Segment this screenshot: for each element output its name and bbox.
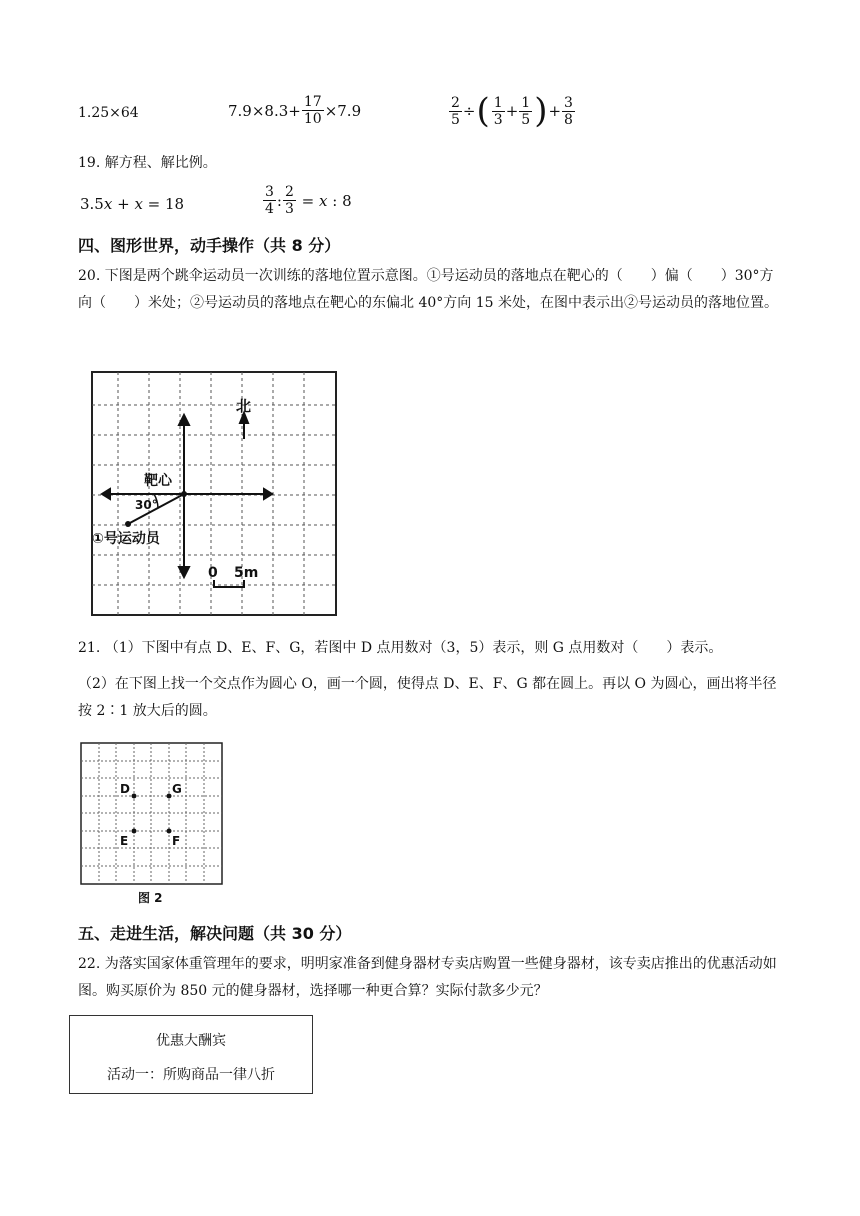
landing-position-diagram	[88, 367, 340, 620]
equals-sign: =	[296, 191, 320, 210]
fraction-denominator: 5	[521, 111, 531, 128]
question-19-title: 19. 解方程、解比例。	[78, 155, 217, 171]
eq1-var-2: x	[134, 195, 143, 213]
proportion-var: x	[319, 191, 328, 210]
fraction-numerator: 1	[493, 94, 503, 111]
calc-expr-2-fraction	[302, 94, 324, 127]
eq1-rhs: = 18	[142, 195, 185, 213]
question-21-line-2: （2）在下图上找一个交点作为圆心 O，画一个圆，使得点 D、E、F、G 都在圆上。再以 O 为圆心，画出将半径按 2∶1 放大后的圆。	[78, 676, 777, 719]
angle-label: 30°	[135, 498, 158, 512]
fraction-numerator: 3	[564, 94, 573, 111]
fraction-denominator: 3	[493, 111, 503, 128]
point-f-dot	[167, 829, 172, 834]
proportion-fraction-1	[263, 184, 276, 217]
promotion-activity-1: 活动一：所购商品一律八折	[107, 1067, 275, 1083]
promotion-box	[69, 1015, 313, 1094]
point-g-label: G	[172, 782, 182, 796]
fraction-denominator: 4	[265, 201, 274, 217]
calc-expr-2	[228, 94, 361, 127]
target-center-label: 靶心	[144, 473, 172, 489]
question-20-text: 20. 下图是两个跳伞运动员一次训练的落地位置示意图。①号运动员的落地点在靶心的（ ）偏（ ）30°方向（ ）米处；②号运动员的落地点在靶心的东偏北 40°方向 15 米处，在图中表示出②号运动员的落地位置。	[78, 268, 778, 311]
section-4-title: 四、图形世界，动手操作（共 8 分）	[78, 236, 341, 255]
plus-sign-2: +	[548, 102, 562, 120]
eq1-coef: 3.5	[80, 195, 104, 213]
point-g-dot	[167, 794, 172, 799]
fraction-denominator: 8	[564, 111, 573, 128]
point-d-label: D	[120, 782, 130, 796]
section-5-title: 五、走进生活，解决问题（共 30 分）	[78, 924, 352, 943]
proportion-equation	[262, 184, 352, 217]
north-label: 北	[236, 397, 252, 415]
right-paren: )	[534, 91, 548, 131]
scale-unit-label: 5m	[234, 565, 259, 581]
fraction-numerator: 1	[521, 94, 531, 111]
figure-caption: 图 2	[138, 891, 163, 905]
fraction-numerator: 2	[451, 94, 460, 111]
plus-sign: +	[505, 102, 519, 120]
point-e-dot	[132, 829, 137, 834]
point-f-label: F	[172, 834, 181, 848]
left-paren: (	[476, 91, 490, 131]
point-e-label: E	[120, 834, 129, 848]
calc-expr-3-fraction-1	[449, 95, 462, 128]
equation-1	[80, 195, 184, 213]
fraction-numerator: 3	[265, 184, 274, 200]
calc-expr-3-fraction-3	[519, 95, 532, 128]
athlete-1-label: ①号运动员	[92, 531, 160, 547]
scale-zero-label: 0	[208, 565, 218, 581]
calc-expr-3	[448, 91, 576, 131]
fraction-denominator: 3	[284, 201, 294, 217]
eq1-var: x	[103, 195, 113, 213]
divide-sign: ÷	[462, 102, 476, 120]
calc-expr-1: 1.25×64	[78, 105, 139, 121]
calc-expr-3-fraction-4	[562, 95, 575, 128]
fraction-numerator: 17	[303, 94, 322, 110]
ratio-colon: :	[276, 191, 282, 210]
fraction-denominator: 5	[451, 111, 460, 128]
question-21-line-1: 21. （1）下图中有点 D、E、F、G，若图中 D 点用数对（3，5）表示，则 G 点用数对（ ）表示。	[78, 640, 723, 656]
fraction-numerator: 2	[284, 184, 294, 200]
proportion-rhs: : 8	[327, 191, 352, 210]
proportion-fraction-2	[283, 184, 296, 217]
question-22-text: 22. 为落实国家体重管理年的要求，明明家准备到健身器材专卖店购置一些健身器材，该专卖店推出的优惠活动如图。购买原价为 850 元的健身器材，选择哪一种更合算？实际付款多少元？	[78, 956, 777, 999]
grid-points-figure	[80, 742, 224, 908]
promotion-title: 优惠大酬宾	[156, 1033, 226, 1049]
calc-expr-3-fraction-2	[492, 95, 505, 128]
fraction-denominator: 10	[303, 111, 322, 127]
calc-expr-2-b: ×7.9	[324, 101, 362, 120]
point-d-dot	[132, 794, 137, 799]
calc-expr-2-a: 7.9×8.3+	[228, 101, 301, 120]
eq1-plus: +	[112, 195, 135, 213]
